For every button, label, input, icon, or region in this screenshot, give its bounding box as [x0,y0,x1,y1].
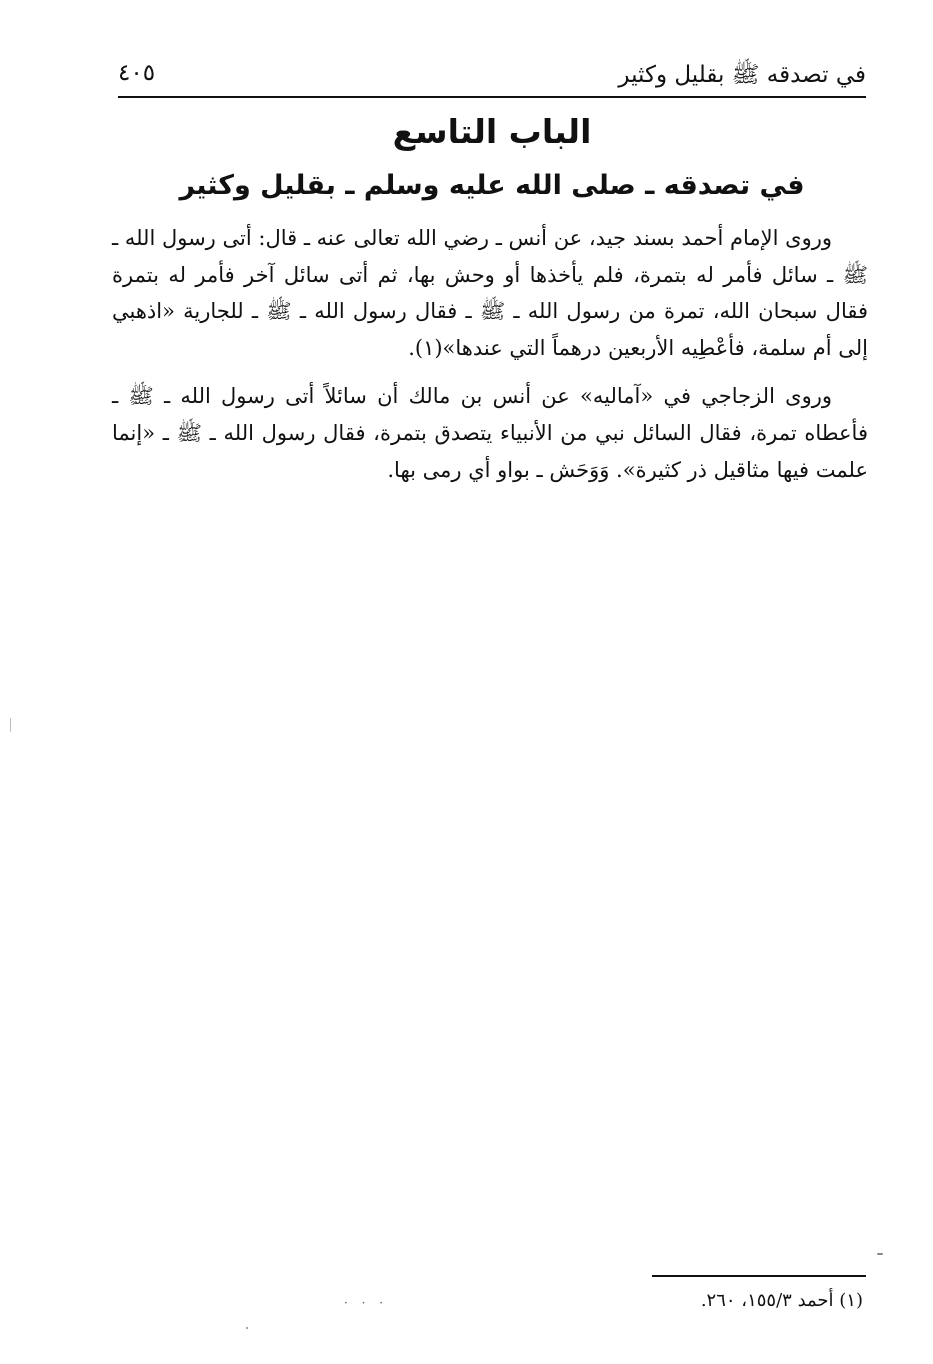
scan-mark [10,718,11,732]
page-number: ٤٠٥ [118,60,156,86]
paragraph: وروى الزجاجي في «آماليه» عن أنس بن مالك أن سائلاً أتى رسول الله ـ ﷺ ـ فأعطاه تمرة، فقال السائل نبي من الأنبياء يتصدق بتمرة، فقال رسول الله ـ ﷺ ـ «إنما علمت فيها مثاقيل ذر كثيرة». وَوَحَش ـ بواو أي رمى بها. [112,384,868,482]
footnote-divider [652,1275,866,1277]
scan-specks: · · · [344,1296,389,1310]
chapter-subtitle: في تصدقه ـ صلى الله عليه وسلم ـ بقليل وكثير [179,170,805,201]
running-title: في تصدقه ﷺ بقليل وكثير [618,62,866,88]
paragraph: وروى الإمام أحمد بسند جيد، عن أنس ـ رضي الله تعالى عنه ـ قال: أتى رسول الله ـ ﷺ ـ سائل فأمر له بتمرة، فلم يأخذها أو وحش بها، ثم أتى سائل آخر فأمر له بتمرة فقال سبحان الله، تمرة من رسول الله ـ ﷺ ـ فقال رسول الله ـ ﷺ ـ للجارية «اذهبي إلى أم سلمة، فأعْطِيه الأربعين درهماً التي عندها»(١). [112,226,868,360]
scan-mark [877,1253,883,1255]
body-text [112,220,868,488]
footnote: (١) أحمد ١٥٥/٣، ٢٦٠. [700,1290,863,1311]
running-header [118,56,866,98]
chapter-title: الباب التاسع [392,112,592,151]
scan-mark [246,1327,248,1329]
